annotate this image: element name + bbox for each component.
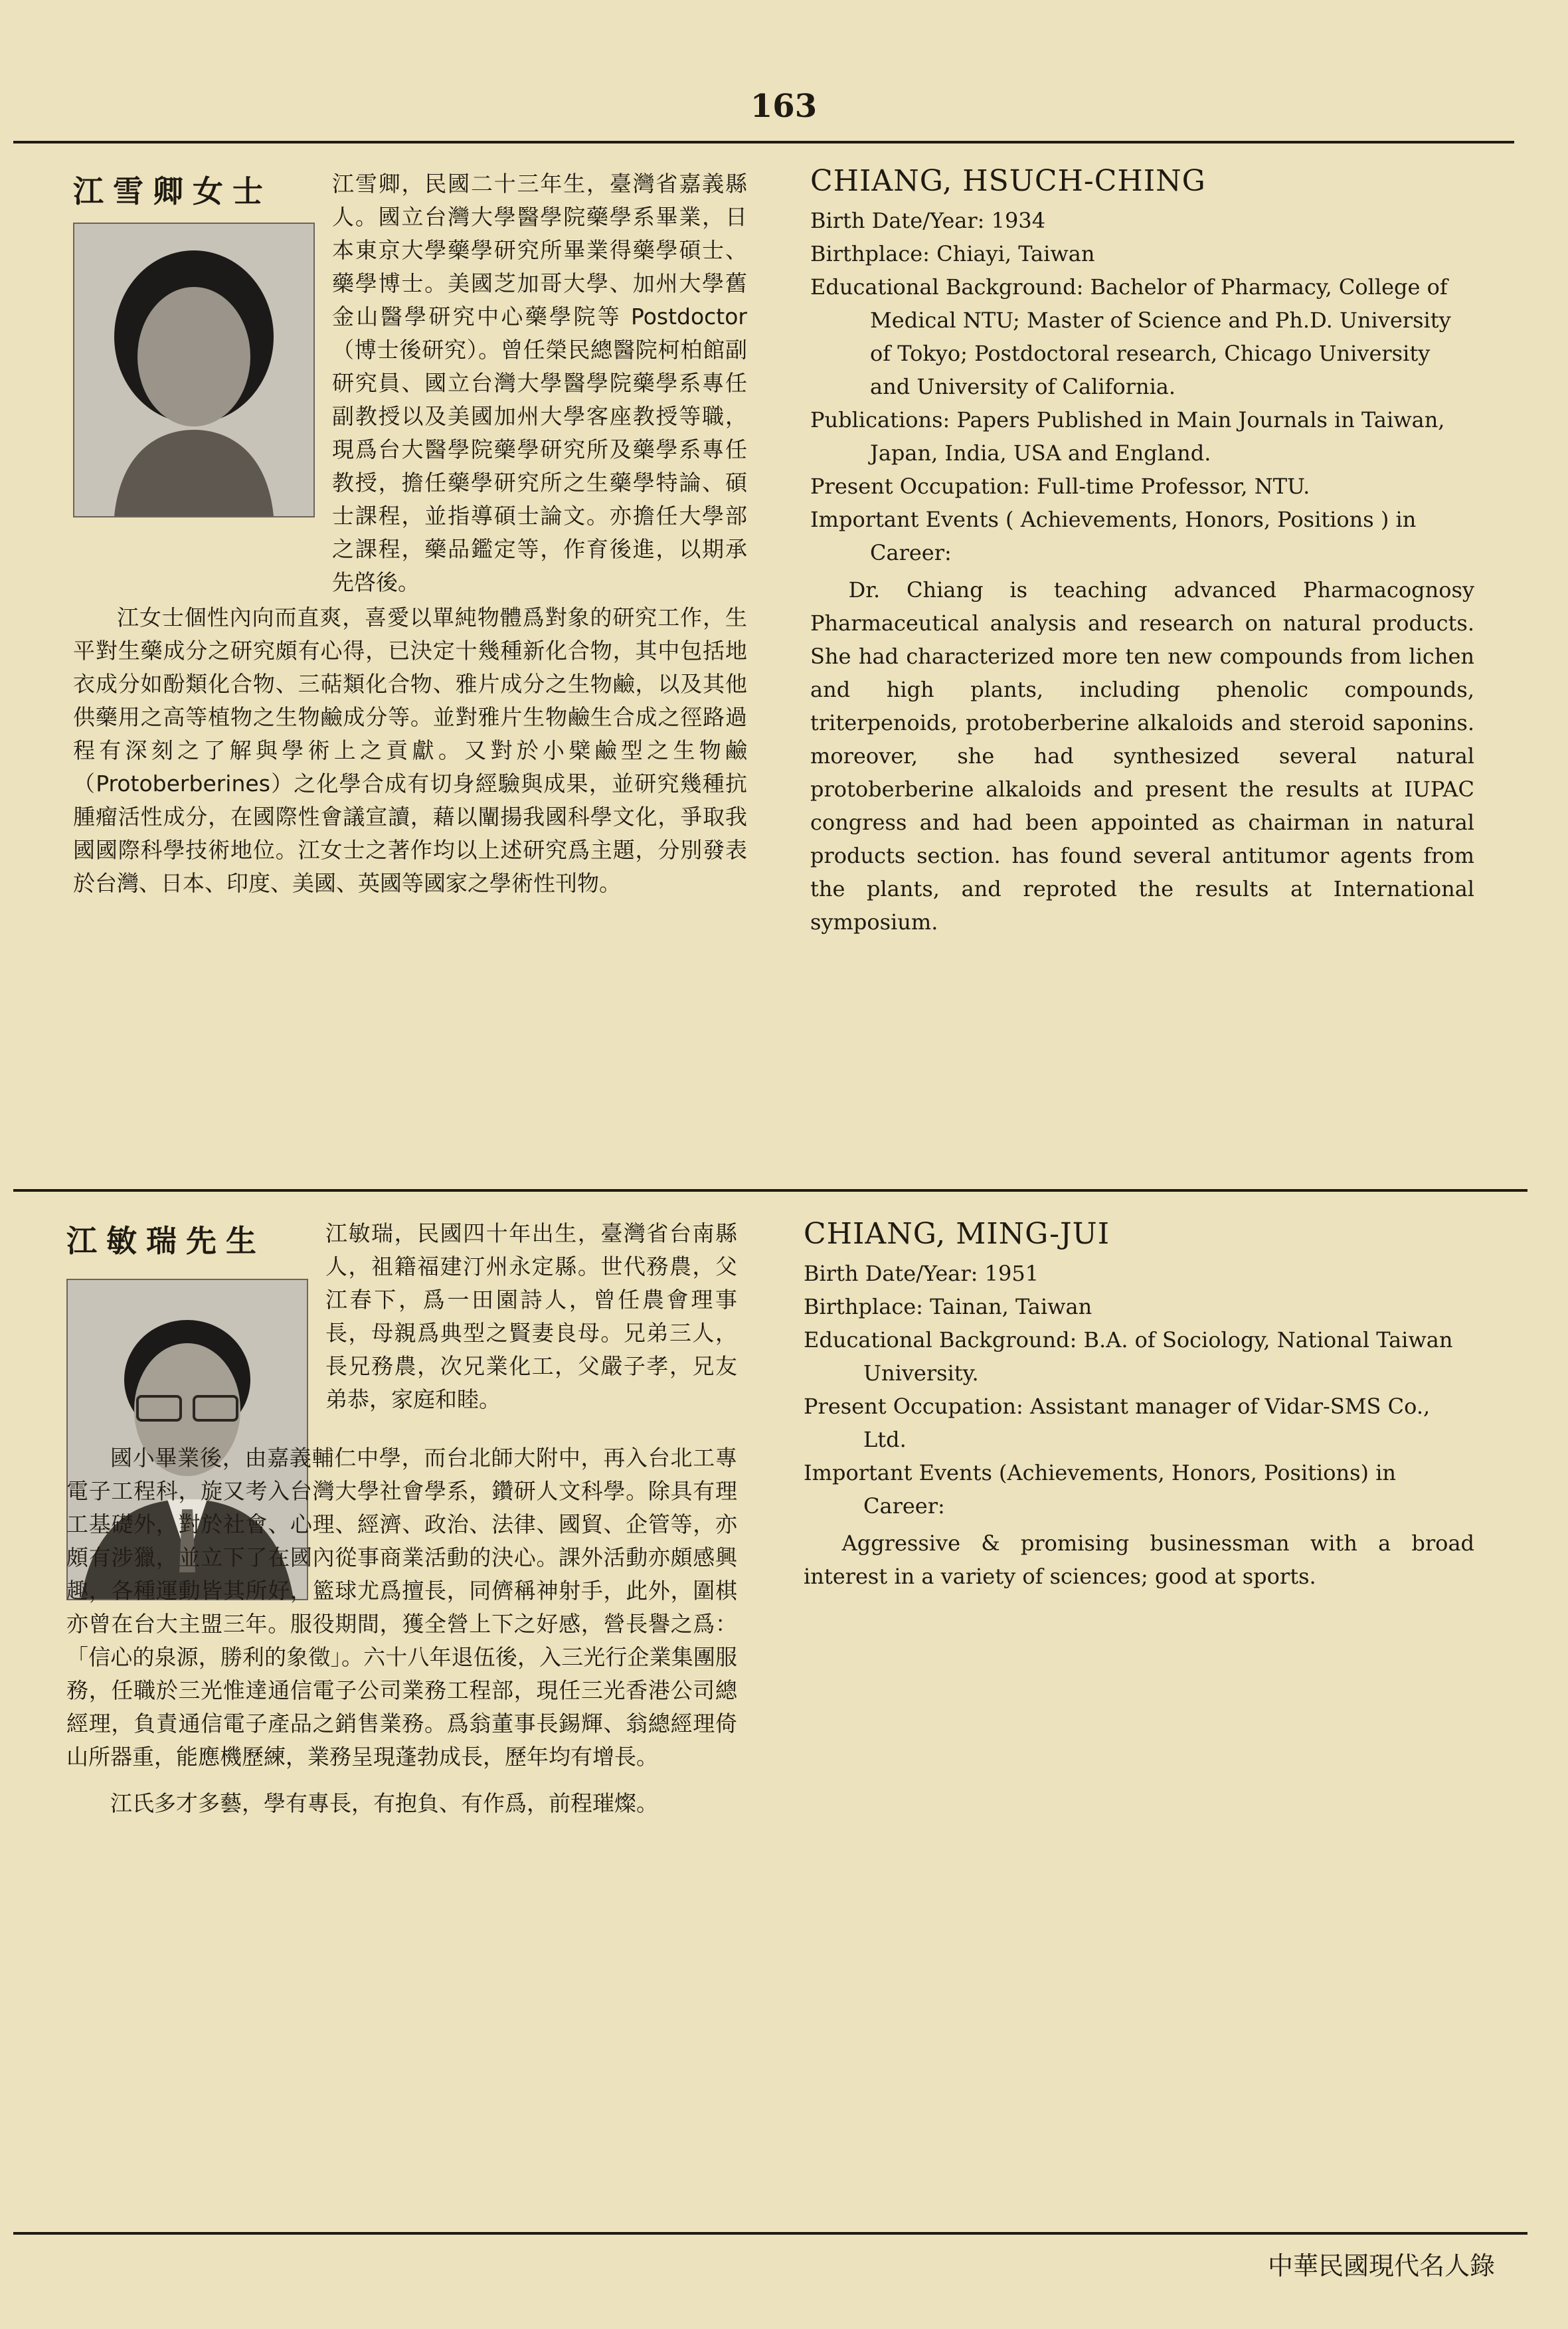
entry1-cn-name: 江雪卿女士 <box>73 173 272 209</box>
bottom-rule <box>13 2232 1527 2235</box>
entry2-field-occupation: Present Occupation: Assistant manager of Vidar-SMS Co., Ltd. <box>804 1394 1431 1452</box>
entry2-cn-para-3: 江氏多才多藝，學有專長，有抱負、有作爲，前程璀燦。 <box>110 1790 658 1816</box>
page-number: 163 <box>750 88 818 125</box>
entry1-field-occupation: Present Occupation: Full-time Professor, NTU. <box>810 474 1310 499</box>
entry2-field-birthplace: Birthplace: Tainan, Taiwan <box>804 1294 1092 1319</box>
entry2-cn-para-2: 國小畢業後，由嘉義輔仁中學，而台北師大附中，再入台北工專電子工程科，旋又考入台灣大學社會學系，鑽研人文科學。除具有理工基礎外，對於社會、心理、經濟、政治、法律、國貿、企管等，亦頗有涉獵，並立下了在國內從事商業活動的決心。課外活動亦頗感興趣，各種運動皆其所好，籃球尤爲擅長，同儕稱神射手，此外，圍棋亦曾在台大主盟三年。服役期間，獲全營上下之好感，營長譽之爲：「信心的泉源，勝利的象徵」。六十八年退伍後，入三光行企業集團服務，任職於三光惟達通信電子公司業務工程部，現任三光香港公司總經理，負責通信電子產品之銷售業務。爲翁董事長錫輝、翁總經理倚山所器重，能應機歷練，業務呈現蓬勃成長，歷年均有增長。 <box>66 1445 737 1770</box>
entry1-field-education: Educational Background: Bachelor of Pharmacy, College of Medical NTU; Master of Science and Ph.D. University of Tokyo; Postdoctoral research, Chicago University and University of California. <box>810 274 1451 399</box>
entry2-cn-para-1: 江敏瑞，民國四十年出生，臺灣省台南縣人，祖籍福建汀州永定縣。世代務農，父江春下，爲一田園詩人，曾任農會理事長，母親爲典型之賢妻良母。兄弟三人，長兄務農，次兄業化工，父嚴子孝，兄友弟恭，家庭和睦。 <box>325 1220 737 1412</box>
entry2-field-birth: Birth Date/Year: 1951 <box>804 1261 1039 1286</box>
entry1-field-publications: Publications: Papers Published in Main Journals in Taiwan, Japan, India, USA and England. <box>810 407 1445 466</box>
entry1-field-events: Important Events ( Achievements, Honors, Positions ) in Career: <box>810 507 1417 565</box>
entry1-cn-bio-cont <box>73 601 747 900</box>
top-rule <box>13 141 1514 143</box>
entry2-en-block <box>804 1216 1474 1593</box>
entry1-cn-para-1: 江雪卿，民國二十三年生，臺灣省嘉義縣人。國立台灣大學醫學院藥學系畢業，日本東京大學藥學研究所畢業得藥學碩士、藥學博士。美國芝加哥大學、加州大學舊金山醫學研究中心藥學院等 Postdoctor（博士後研究）。曾任榮民總醫院柯柏館副研究員、國立台灣大學醫學院藥學系專任副教授以及美國加州大學客座教授等職，現爲台大醫學院藥學研究所及藥學系專任教授，擔任藥學研究所之生藥學特論、碩士課程，並指導碩士論文。亦擔任大學部之課程，藥品鑑定等，作育後進，以期承先啓後。 <box>332 171 747 595</box>
entry2-en-desc: Aggressive & promising businessman with a broad interest in a variety of sciences; good at sports. <box>804 1531 1474 1589</box>
entry1-en-desc: Dr. Chiang is teaching advanced Pharmacognosy Pharmaceutical analysis and research on natural products. She had characterized more ten new compounds from lichen and high plants, including phenolic compounds, triterpenoids, protoberberine alkaloids and steroid saponins. moreover, she had synthesized several natural protoberberine alkaloids and present the results at IUPAC congress and had been appointed as chairman in natural products section. has found several antitumor agents from the plants, and reproted the results at International symposium. <box>810 577 1474 935</box>
entry1-field-birth: Birth Date/Year: 1934 <box>810 208 1046 233</box>
entry1-cn-para-2: 江女士個性內向而直爽，喜愛以單純物體爲對象的研究工作，生平對生藥成分之研究頗有心得，已決定十幾種新化合物，其中包括地衣成分如酚類化合物、三萜類化合物、雅片成分之生物鹼，以及其他供藥用之高等植物之生物鹼成分等。並對雅片生物鹼生合成之徑路過程有深刻之了解與學術上之貢獻。又對於小檗鹼型之生物鹼（Protoberberines）之化學合成有切身經驗與成果，並研究幾種抗腫瘤活性成分，在國際性會議宣讀，藉以闡揚我國科學文化，爭取我國國際科學技術地位。江女士之著作均以上述研究爲主題，分別發表於台灣、日本、印度、美國、英國等國家之學術性刊物。 <box>73 605 747 896</box>
entry1-cn-bio <box>332 167 747 599</box>
entry2-field-education: Educational Background: B.A. of Sociology, National Taiwan University. <box>804 1327 1453 1386</box>
entry1-portrait-photo <box>73 223 315 517</box>
middle-rule <box>13 1189 1527 1192</box>
entry1-en-name: CHIANG, HSUCH-CHING <box>810 164 1206 198</box>
entry2-cn-bio <box>325 1217 737 1416</box>
entry1-en-block <box>810 163 1474 939</box>
footer-book-title: 中華民國現代名人錄 <box>1267 2251 1495 2281</box>
entry2-field-events: Important Events (Achievements, Honors, Positions) in Career: <box>804 1460 1397 1519</box>
entry2-en-name: CHIANG, MING-JUI <box>804 1217 1110 1251</box>
entry2-cn-bio-cont <box>66 1442 737 1820</box>
portrait-woman-icon <box>74 224 313 516</box>
entry1-field-birthplace: Birthplace: Chiayi, Taiwan <box>810 241 1095 266</box>
entry2-cn-name: 江敏瑞先生 <box>66 1223 266 1259</box>
